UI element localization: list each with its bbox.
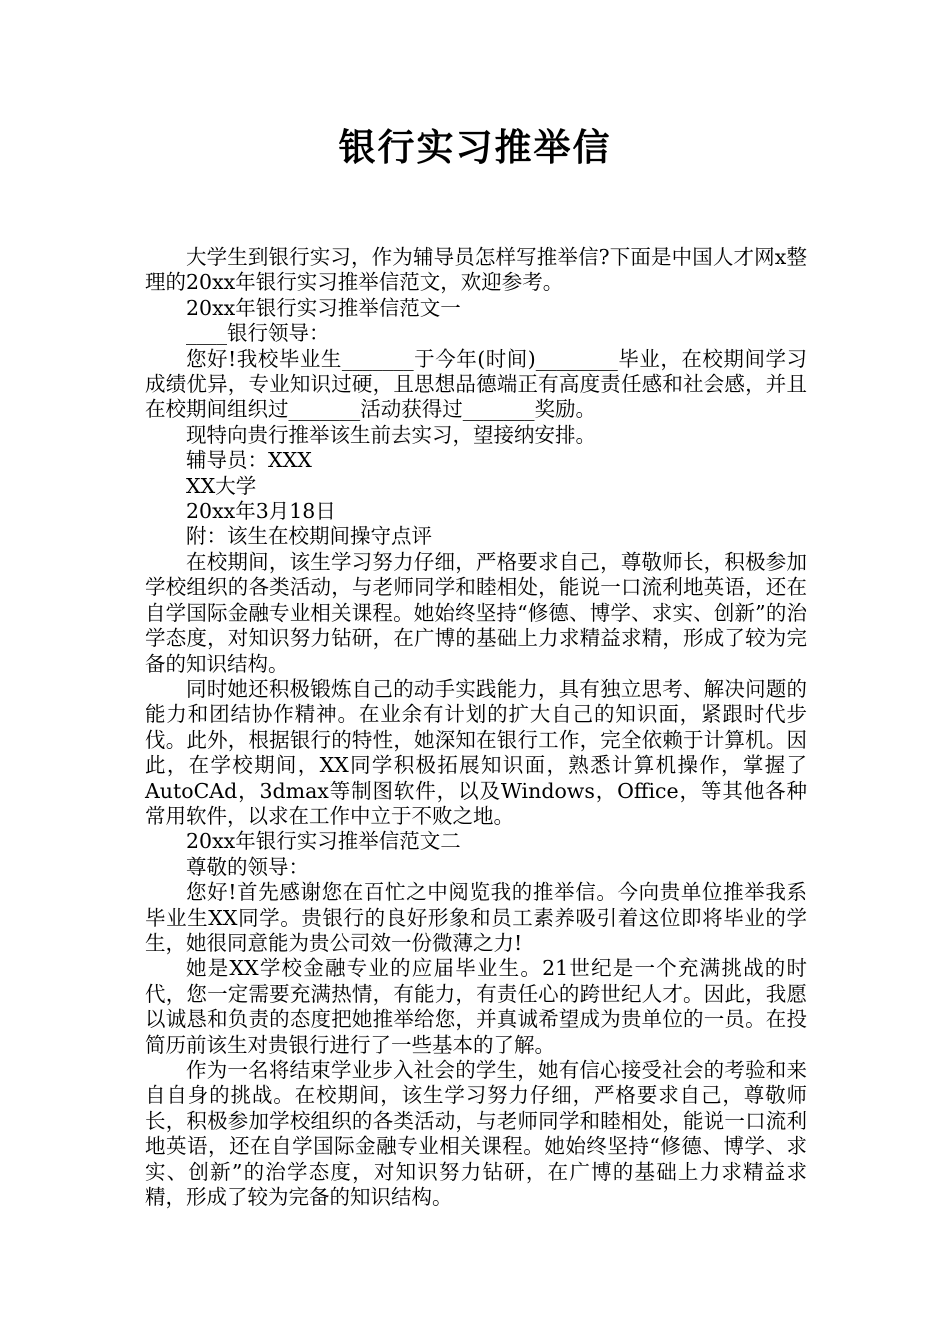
intro-paragraph: 大学生到银行实习，作为辅导员怎样写推举信?下面是中国人才网x整理的20xx年银行实习推举信范文，欢迎参考。 — [145, 245, 807, 295]
body-paragraph: 您好!我校毕业生_______于今年(时间)________毕业，在校期间学习成绩优异，专业知识过硬，且思想品德端正有高度责任感和社会感，并且在校期间组织过_______活动获得过_______奖励。 — [145, 346, 807, 422]
body-paragraph: 在校期间，该生学习努力仔细，严格要求自己，尊敬师长，积极参加学校组织的各类活动，与老师同学和睦相处，能说一口流利地英语，还在自学国际金融专业相关课程。她始终坚持“修德、博学、求实、创新”的治学态度，对知识努力钻研，在广博的基础上力求精益求精，形成了较为完备的知识结构。 — [145, 549, 807, 676]
salutation: 尊敬的领导： — [186, 854, 309, 879]
signature-date: 20xx年3月18日 — [186, 499, 336, 524]
body-paragraph: 您好!首先感谢您在百忙之中阅览我的推举信。今向贵单位推举我系毕业生XX同学。贵银行的良好形象和员工素养吸引着这位即将毕业的学生，她很同意能为贵公司效一份微薄之力! — [145, 880, 807, 955]
signature-university: XX大学 — [186, 473, 257, 498]
document-body — [145, 245, 807, 1210]
appendix-heading: 附：该生在校期间操守点评 — [186, 524, 432, 549]
body-paragraph: 现特向贵行推举该生前去实习，望接纳安排。 — [186, 422, 596, 447]
body-paragraph: 同时她还积极锻炼自己的动手实践能力，具有独立思考、解决问题的能力和团结协作精神。在业余有计划的扩大自己的知识面，紧跟时代步伐。此外，根据银行的特性，她深知在银行工作，完全依赖于计算机。因此，在学校期间，XX同学积极拓展知识面，熟悉计算机操作，掌握了AutoCAd，3dmax等制图软件，以及Windows，Office，等其他各种常用软件，以求在工作中立于不败之地。 — [145, 676, 807, 828]
sample-one-heading: 20xx年银行实习推举信范文一 — [186, 295, 461, 320]
body-paragraph: 她是XX学校金融专业的应届毕业生。21世纪是一个充满挑战的时代，您一定需要充满热情，有能力，有责任心的跨世纪人才。因此，我愿以诚恳和负责的态度把她推举给您，并真诚希望成为贵单位的一员。在投简历前该生对贵银行进行了一些基本的了解。 — [145, 956, 807, 1057]
salutation: ____银行领导： — [186, 321, 330, 346]
document-title: 银行实习推举信 — [338, 126, 612, 169]
body-paragraph: 作为一名将结束学业步入社会的学生，她有信心接受社会的考验和来自自身的挑战。在校期间，该生学习努力仔细，严格要求自己，尊敬师长，积极参加学校组织的各类活动，与老师同学和睦相处，能说一口流利地英语，还在自学国际金融专业相关课程。她始终坚持“修德、博学、求实、创新”的治学态度，对知识努力钻研，在广博的基础上力求精益求精，形成了较为完备的知识结构。 — [145, 1058, 807, 1210]
signature-counselor: 辅导员：XXX — [186, 448, 312, 473]
sample-two-heading: 20xx年银行实习推举信范文二 — [186, 829, 461, 854]
